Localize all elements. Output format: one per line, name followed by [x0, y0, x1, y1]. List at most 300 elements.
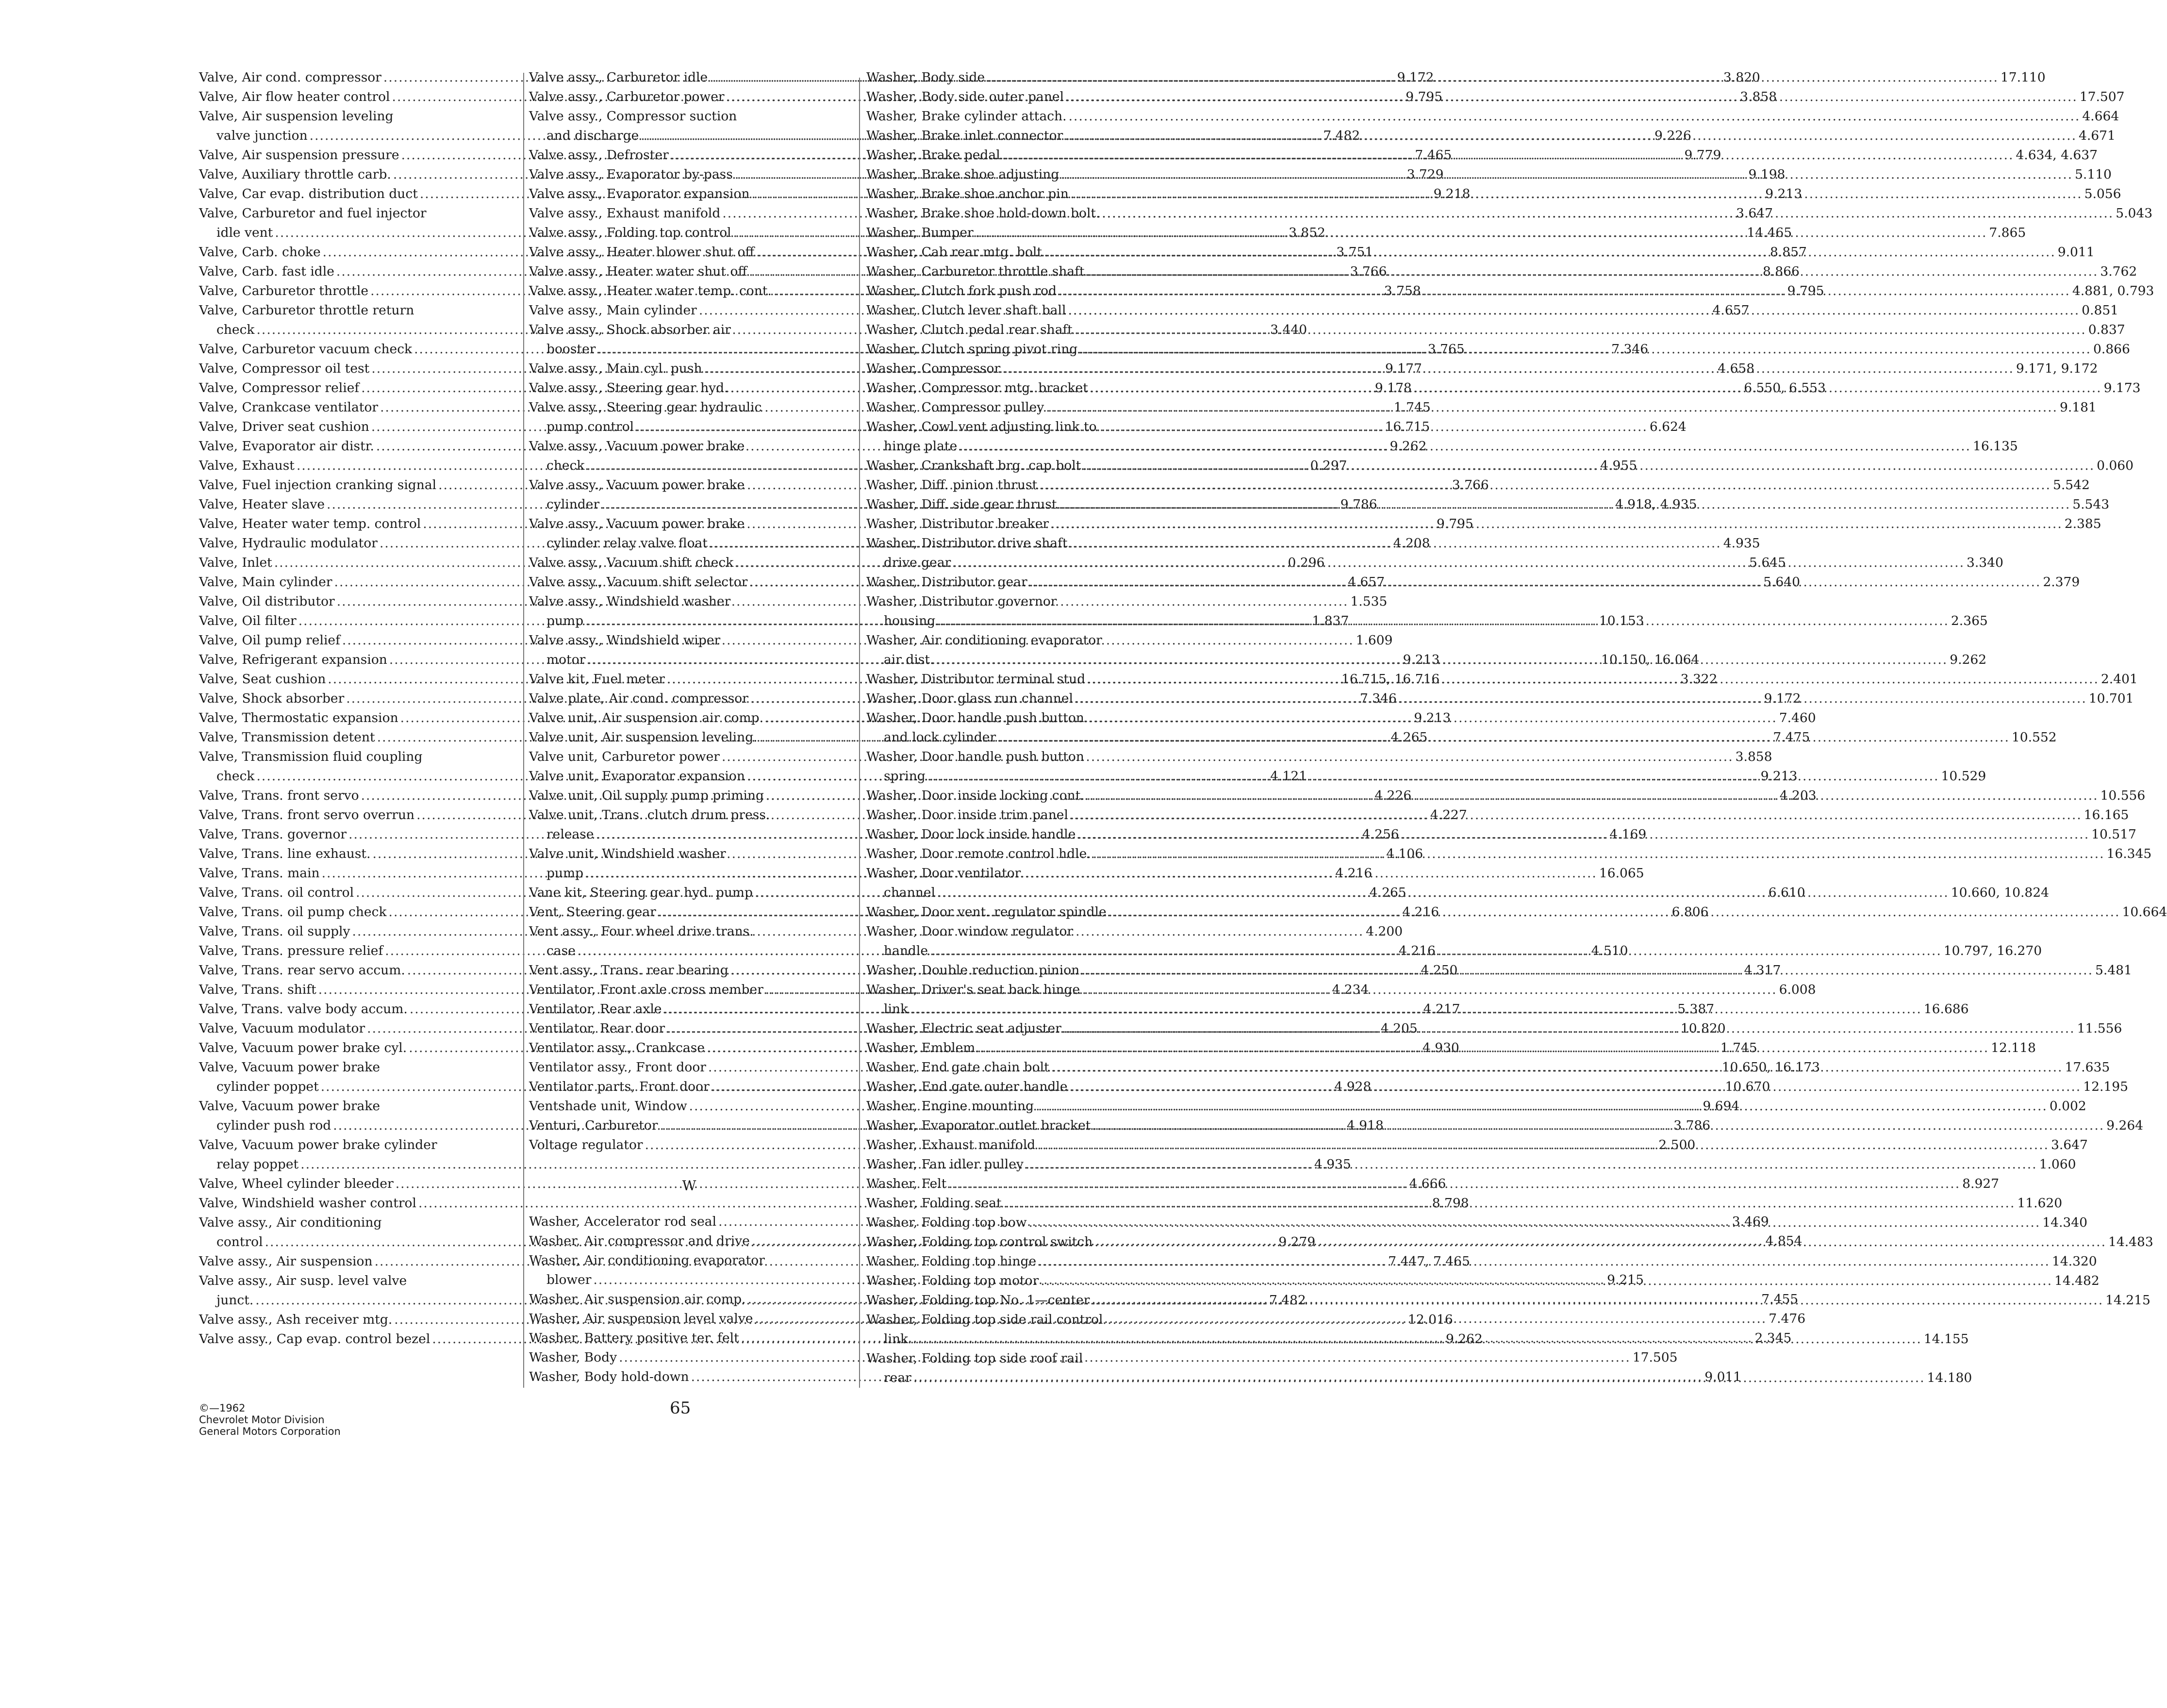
entry-page-ref: 7.475 — [1773, 730, 1810, 745]
entry-title-continued: housing — [884, 613, 936, 628]
entry-title: Valve, Carb. choke — [199, 245, 321, 260]
entry-title: Washer, Door handle push button — [866, 749, 1084, 764]
dot-leader — [1059, 495, 2071, 514]
entry-title: Valve, Vacuum modulator — [199, 1021, 365, 1036]
dot-leader — [1075, 689, 2087, 708]
entry-page-ref: 5.645 — [1749, 555, 1786, 570]
entry-page-ref: 14.215 — [2105, 1293, 2150, 1308]
dot-leader — [1081, 961, 2093, 980]
entry-title-continued: link — [884, 1331, 909, 1347]
entry-page-ref: 10.529 — [1941, 769, 1986, 784]
entry-title: Washer, End gate outer handle — [866, 1079, 1068, 1094]
entry-page-ref: 10.517 — [2091, 827, 2136, 842]
entry-page-ref: 4.657 — [1712, 303, 1750, 318]
entry-title-continued: drive gear — [884, 555, 951, 570]
entry-title: Valve unit, Windshield washer — [529, 846, 726, 861]
entry-title: Washer, Accelerator rod seal — [529, 1214, 717, 1229]
entry-title-continued: cylinder poppet — [216, 1079, 319, 1094]
entry-title: Valve, Compressor relief — [199, 380, 360, 395]
entry-title: Washer, Crankshaft brg. cap bolt — [866, 458, 1081, 473]
entry-title-continued: cylinder — [546, 497, 600, 512]
entry-page-ref: 7.346 — [1360, 691, 1397, 706]
entry-page-ref: 9.262 — [1950, 652, 1987, 667]
entry-title: Valve, Trans. oil pump check — [199, 904, 387, 920]
entry-title-continued: check — [216, 322, 255, 337]
entry-page-ref: 9.213 — [1414, 710, 1451, 725]
dot-leader — [959, 437, 1971, 456]
entry-page-ref: 10.797, 16.270 — [1943, 943, 2042, 958]
dot-leader — [1002, 359, 2014, 378]
entry-title: Valve, Trans. line exhaust. — [199, 846, 371, 861]
entry-title: Valve, Auxiliary throttle carb. — [199, 167, 391, 182]
entry-title: Valve assy., Vacuum power brake — [529, 439, 745, 454]
entry-page-ref: 9.213 — [1765, 186, 1803, 201]
entry-page-ref: 10.150, 16.064 — [1601, 652, 1700, 667]
entry-page-ref: 4.881, 0.793 — [2072, 283, 2154, 298]
entry-page-ref: 9.172 — [1397, 70, 1434, 85]
dot-leader — [1063, 1019, 2075, 1038]
entry-title: Valve, Air suspension leveling — [199, 109, 394, 124]
entry-title: Washer, Air conditioning evaporator — [866, 633, 1102, 648]
dot-leader — [936, 650, 1948, 670]
entry-title: Valve unit, Air suspension leveling. — [529, 730, 758, 745]
entry-page-ref: 9.173 — [2103, 380, 2141, 395]
entry-page-ref: 16.165 — [2084, 807, 2129, 822]
entry-title: Washer, Body side outer panel — [866, 89, 1064, 104]
entry-title: Washer, Distributor drive shaft — [866, 536, 1068, 551]
entry-page-ref: 4.217 — [1423, 1002, 1460, 1017]
entry-title: Washer, Carburetor throttle shaft — [866, 264, 1085, 279]
entry-title: Valve, Seat cushion — [199, 672, 326, 687]
page-number: 65 — [670, 1398, 691, 1418]
entry-title: Valve assy., Vacuum shift check — [529, 555, 734, 570]
entry-page-ref: 4.928 — [1334, 1079, 1372, 1094]
entry-title: Valve, Trans. pressure relief — [199, 943, 383, 958]
entry-title-continued: cylinder push rod — [216, 1118, 331, 1133]
dot-leader — [1038, 1252, 2050, 1271]
entry-title: Valve, Transmission detent — [199, 730, 375, 745]
entry-page-ref: 7.476 — [1769, 1311, 1806, 1326]
entry-page-ref: 5.542 — [2052, 477, 2090, 493]
entry-page-ref: 3.751 — [1336, 245, 1373, 260]
dot-leader — [1002, 146, 2014, 165]
entry-title: Washer, Clutch fork push rod — [866, 283, 1057, 298]
entry-title: Valve unit, Carburetor power — [529, 749, 720, 764]
entry-title: Washer, Diff. pinion thrust — [866, 477, 1038, 493]
dot-leader — [1071, 184, 2083, 204]
entry-title: Valve assy., Windshield washer — [529, 594, 731, 609]
dot-leader — [1087, 670, 2099, 689]
entry-title-continued: check — [546, 458, 585, 473]
entry-title: Washer, Compressor pulley — [866, 400, 1044, 415]
entry-title: Washer, Brake shoe hold-down bolt. — [866, 206, 1100, 221]
entry-page-ref: 4.256 — [1362, 827, 1399, 842]
entry-page-ref: 6.806 — [1671, 904, 1709, 920]
entry-title: Valve, Carburetor and fuel injector — [199, 206, 427, 221]
entry-title: Washer, Folding top side rail control — [866, 1312, 1103, 1327]
entry-page-ref: 7.460 — [1779, 710, 1816, 725]
entry-title: Valve, Vacuum power brake — [199, 1060, 380, 1075]
entry-page-ref: 1.609 — [1356, 633, 1393, 648]
entry-page-ref: 7.482 — [1269, 1293, 1306, 1308]
entry-title: Valve, Fuel injection cranking signal — [199, 477, 437, 493]
entry-page-ref: 4.205 — [1380, 1021, 1418, 1036]
entry-page-ref: 9.198 — [1748, 167, 1786, 182]
entry-page-ref: 1.745 — [1720, 1040, 1757, 1055]
entry-page-ref: 4.657 — [1348, 575, 1385, 590]
entry-title: Washer, Brake shoe adjusting — [866, 167, 1059, 182]
entry-title-continued: and discharge — [546, 128, 639, 143]
entry-title: Valve assy., Vacuum power brake — [529, 477, 745, 493]
dot-leader — [1094, 1232, 2106, 1252]
entry-page-ref: 5.640 — [1763, 575, 1800, 590]
entry-title: Washer, Door lock inside handle — [866, 827, 1076, 842]
entry-page-ref: 9.795 — [1787, 283, 1824, 298]
entry-page-ref: 3.729 — [1406, 167, 1444, 182]
entry-title: Washer, Clutch pedal rear shaft — [866, 322, 1073, 337]
entry-page-ref: 17.507 — [2079, 89, 2125, 104]
entry-title: Valve, Exhaust — [199, 458, 295, 473]
entry-title: Ventilator assy., Front door — [529, 1060, 706, 1075]
entry-page-ref: 3.858 — [1740, 89, 1777, 104]
entry-title-continued: idle vent — [216, 225, 273, 240]
entry-title: Washer, Folding top control switch — [866, 1234, 1093, 1249]
entry-title-continued: pump control — [546, 419, 634, 434]
entry-title: Vent, Steering gear — [529, 904, 656, 920]
entry-title: Valve kit, Fuel meter — [529, 672, 665, 687]
dot-leader — [1083, 456, 2095, 476]
entry-page-ref: 10.820 — [1680, 1021, 1726, 1036]
dot-leader — [1066, 87, 2078, 107]
entry-title: Valve assy., Folding top control — [529, 225, 731, 240]
entry-title: Valve unit, Oil supply pump priming — [529, 788, 764, 803]
entry-title: Washer, Double reduction pinion — [866, 963, 1080, 978]
entry-page-ref: 10.556 — [2100, 788, 2146, 803]
entry-title: Washer, Compressor — [866, 361, 1001, 376]
entry-page-ref: 2.345 — [1754, 1330, 1792, 1346]
entry-title: Washer, Compressor mtg. bracket — [866, 380, 1088, 395]
entry-title: Valve, Car evap. distribution duct — [199, 186, 418, 201]
entry-page-ref: 7.482 — [1323, 128, 1360, 143]
entry-title: Washer, End gate chain bolt — [866, 1060, 1049, 1075]
entry-page-ref: 3.340 — [1967, 555, 2003, 570]
dot-leader — [937, 883, 1949, 903]
entry-title: Valve assy., Main cylinder — [529, 303, 697, 318]
entry-page-ref: 2.365 — [1951, 613, 1988, 628]
dot-leader — [1069, 107, 2081, 126]
entry-title: Valve, Hydraulic modulator — [199, 536, 378, 551]
entry-page-ref: 7.865 — [1989, 225, 2026, 240]
entry-page-ref: 16.065 — [1599, 866, 1644, 881]
entry-page-ref: 3.852 — [1289, 225, 1325, 240]
entry-title: Valve, Compressor oil test — [199, 361, 370, 376]
column-divider — [523, 73, 524, 1388]
dot-leader — [948, 1174, 1960, 1194]
entry-page-ref: 4.265 — [1390, 730, 1428, 745]
entry-title: Washer, Folding top hinge — [866, 1254, 1037, 1269]
entry-title: Washer, Cowl vent adjusting link to — [866, 419, 1097, 434]
entry-page-ref: 9.011 — [2057, 245, 2095, 260]
entry-title: Valve, Heater water temp. control — [199, 516, 421, 531]
entry-page-ref: 4.265 — [1369, 885, 1406, 900]
entry-title: Valve, Shock absorber — [199, 691, 345, 706]
entry-title: Washer, Distributor gear — [866, 575, 1027, 590]
entry-page-ref: 0.851 — [2082, 303, 2119, 318]
entry-title: Valve, Driver seat cushion — [199, 419, 369, 434]
entry-title: Washer, Door remote control hdle. — [866, 846, 1091, 861]
entry-page-ref: 5.056 — [2084, 186, 2121, 201]
entry-title: Valve assy., Air suspension — [199, 1254, 373, 1269]
dot-leader — [910, 1000, 1922, 1019]
dot-leader — [1004, 1194, 2016, 1213]
dot-leader — [977, 1038, 1989, 1058]
entry-page-ref: 3.647 — [2051, 1137, 2088, 1152]
dot-leader — [1093, 844, 2105, 864]
entry-title: Valve assy., Carburetor power — [529, 89, 725, 104]
entry-title: Valve, Inlet — [199, 555, 272, 570]
entry-page-ref: 14.180 — [1927, 1370, 1972, 1385]
entry-title: Valve assy., Exhaust manifold — [529, 206, 721, 221]
entry-title-continued: relay poppet — [216, 1157, 299, 1172]
entry-title: Valve, Carburetor vacuum check — [199, 342, 413, 357]
dot-leader — [953, 553, 1965, 573]
entry-page-ref: 11.620 — [2017, 1196, 2063, 1211]
entry-title: Washer, Evaporator outlet bracket — [866, 1118, 1091, 1133]
entry-page-ref: 4.935 — [1723, 536, 1760, 551]
entry-title: Venturi, Carburetor — [529, 1118, 658, 1133]
entry-page-ref: 9.181 — [2059, 400, 2097, 415]
entry-page-ref: 9.795 — [1437, 516, 1473, 531]
entry-page-ref: 4.169 — [1609, 827, 1647, 842]
entry-title: Valve, Heater slave — [199, 497, 325, 512]
entry-page-ref: 7.447, 7.465 — [1388, 1254, 1470, 1269]
dot-leader — [1037, 1135, 2049, 1155]
entry-page-ref: 6.624 — [1649, 419, 1687, 434]
entry-title: Ventshade unit, Window — [529, 1099, 687, 1114]
entry-page-ref: 4.250 — [1421, 963, 1458, 978]
entry-title: Valve, Trans. governor — [199, 827, 347, 842]
dot-leader — [1087, 262, 2099, 281]
entry-title: Valve unit, Trans. clutch drum press. — [529, 807, 770, 822]
dot-leader — [1087, 786, 2099, 805]
entry-page-ref: 10.650, 16.173 — [1721, 1060, 1820, 1075]
entry-title: Washer, Folding top bow — [866, 1215, 1027, 1230]
entry-title-continued: rear — [884, 1370, 911, 1385]
index-entry — [866, 107, 2119, 126]
entry-title: Valve, Trans. rear servo accum. — [199, 963, 405, 978]
entry-title: Valve assy., Heater blower shut off — [529, 245, 755, 260]
entry-title-continued: link — [884, 1002, 909, 1017]
entry-page-ref: 9.279 — [1278, 1234, 1316, 1249]
entry-page-ref: 1.060 — [2039, 1157, 2076, 1172]
entry-page-ref: 3.762 — [2100, 264, 2137, 279]
entry-page-ref: 7.455 — [1761, 1292, 1799, 1307]
entry-title-continued: valve junction — [216, 128, 308, 143]
dot-leader — [1065, 126, 2077, 146]
entry-title: Washer, Clutch spring pivot ring — [866, 342, 1078, 357]
entry-page-ref: 11.556 — [2077, 1021, 2122, 1036]
entry-page-ref: 0.296 — [1288, 555, 1325, 570]
entry-page-ref: 10.664 — [2122, 904, 2167, 920]
entry-title: Ventilator, Rear door — [529, 1021, 665, 1036]
entry-page-ref: 5.043 — [2116, 206, 2153, 221]
dot-leader — [1079, 340, 2091, 359]
entry-page-ref: 9.171, 9.172 — [2016, 361, 2098, 376]
entry-page-ref: 8.857 — [1770, 245, 1807, 260]
entry-title: Washer, Cab rear mtg. bolt — [866, 245, 1042, 260]
entry-title: Washer, Brake shoe anchor pin — [866, 186, 1069, 201]
dot-leader — [1051, 1058, 2063, 1077]
dot-leader — [910, 1330, 1922, 1349]
entry-title: Washer, Door glass run channel — [866, 691, 1074, 706]
entry-page-ref: 3.322 — [1680, 672, 1718, 687]
entry-page-ref: 10.701 — [2088, 691, 2134, 706]
dot-leader — [1077, 825, 2089, 844]
entry-page-ref: 16.715, 16.716 — [1341, 672, 1440, 687]
entry-title: Valve, Oil pump relief — [199, 633, 340, 648]
entry-page-ref: 6.550, 6.553 — [1744, 380, 1826, 395]
entry-title-continued: junct. — [216, 1293, 254, 1308]
entry-page-ref: 4.510 — [1591, 943, 1628, 958]
entry-page-ref: 17.635 — [2065, 1060, 2110, 1075]
entry-page-ref: 16.345 — [2106, 846, 2152, 861]
entry-page-ref: 9.264 — [2106, 1118, 2144, 1133]
entry-title: Valve, Wheel cylinder bleeder — [199, 1176, 394, 1191]
entry-page-ref: 4.208 — [1393, 536, 1430, 551]
entry-page-ref: 4.955 — [1600, 458, 1638, 473]
entry-page-ref: 12.195 — [2083, 1079, 2128, 1094]
entry-page-ref: 8.866 — [1763, 264, 1800, 279]
entry-title: Voltage regulator — [529, 1137, 643, 1152]
dot-leader — [1026, 1155, 2037, 1174]
entry-page-ref: 3.469 — [1732, 1214, 1769, 1229]
entry-title-continued: pump — [546, 866, 584, 881]
entry-page-ref: 9.694 — [1703, 1099, 1740, 1114]
entry-page-ref: 9.779 — [1684, 148, 1721, 163]
entry-page-ref: 10.552 — [2011, 730, 2057, 745]
entry-page-ref: 10.670 — [1725, 1079, 1770, 1094]
entry-title: Valve, Oil distributor — [199, 594, 335, 609]
entry-page-ref: 2.385 — [2064, 516, 2101, 531]
entry-page-ref: 3.766 — [1452, 477, 1489, 493]
entry-page-ref: 5.387 — [1677, 1002, 1715, 1017]
entry-page-ref: 4.666 — [1409, 1176, 1446, 1191]
entry-title: Valve assy., Shock absorber air — [529, 322, 731, 337]
entry-page-ref: 2.500 — [1658, 1137, 1696, 1152]
entry-page-ref: 3.647 — [1736, 206, 1773, 221]
entry-title: Valve assy., Heater water temp. cont. — [529, 283, 772, 298]
entry-title: Valve assy., Ash receiver mtg. — [199, 1312, 393, 1327]
entry-page-ref: 14.155 — [1923, 1331, 1969, 1347]
entry-page-ref: 9.226 — [1654, 128, 1691, 143]
entry-page-ref: 4.216 — [1402, 904, 1439, 920]
dot-leader — [1068, 301, 2080, 320]
entry-page-ref: 4.658 — [1718, 361, 1755, 376]
dot-leader — [998, 728, 2010, 747]
entry-title: Washer, Folding top side roof rail — [866, 1351, 1083, 1366]
entry-page-ref: 5.110 — [2075, 167, 2112, 182]
entry-title: Valve, Trans. front servo — [199, 788, 359, 803]
entry-page-ref: 0.837 — [2088, 322, 2125, 337]
entry-title: Valve assy., Vacuum shift selector — [529, 575, 748, 590]
entry-page-ref: 4.317 — [1744, 963, 1781, 978]
entry-page-ref: 17.505 — [1632, 1350, 1678, 1365]
entry-page-ref: 4.671 — [2079, 128, 2116, 143]
entry-title: Washer, Air compressor and drive — [529, 1233, 750, 1248]
entry-page-ref: 1.745 — [1393, 400, 1431, 415]
entry-title: Valve, Trans. shift — [199, 982, 316, 997]
entry-title: Valve, Trans. front servo overrun — [199, 807, 415, 822]
entry-title-continued: booster — [546, 342, 596, 357]
entry-page-ref: 16.715 — [1385, 419, 1430, 434]
entry-page-ref: 7.346 — [1611, 342, 1649, 357]
copyright-notice — [199, 1402, 341, 1437]
entry-title: Washer, Electric seat adjuster — [866, 1021, 1061, 1036]
entry-title: Washer, Clutch lever shaft ball — [866, 303, 1066, 318]
entry-page-ref: 8.927 — [1962, 1176, 2000, 1191]
column-divider — [859, 78, 860, 1388]
entry-title: Valve plate, Air cond. compressor — [529, 691, 748, 706]
dot-leader — [913, 1368, 1925, 1388]
entry-page-ref: 14.483 — [2108, 1234, 2153, 1249]
entry-title: Valve, Windshield washer control — [199, 1196, 416, 1211]
entry-page-ref: 14.482 — [2054, 1273, 2100, 1288]
entry-title-continued: pump — [546, 613, 584, 628]
entry-title: Valve assy., Steering gear hydraulic — [529, 400, 762, 415]
entry-page-ref: 16.135 — [1972, 439, 2018, 454]
entry-title: Valve, Vacuum power brake cyl. — [199, 1040, 407, 1055]
dot-leader — [1061, 165, 2073, 184]
entry-page-ref: 3.758 — [1384, 283, 1421, 298]
entry-page-ref: 17.110 — [2000, 70, 2046, 85]
entry-page-ref: 16.686 — [1923, 1002, 1969, 1017]
entry-title: Valve, Trans. valve body accum. — [199, 1002, 408, 1017]
entry-title: Vane kit, Steering gear hyd. pump — [529, 885, 753, 900]
entry-title: Washer, Air suspension air comp. — [529, 1292, 746, 1307]
entry-title: Valve, Carburetor throttle return — [199, 303, 414, 318]
entry-title: Washer, Body hold-down — [529, 1369, 689, 1384]
entry-title: Valve, Main cylinder — [199, 575, 332, 590]
entry-title-continued: handle — [884, 943, 928, 958]
entry-title: Washer, Body side — [866, 70, 985, 85]
entry-page-ref: 9.262 — [1390, 439, 1427, 454]
entry-title: Valve assy., Air susp. level valve — [199, 1273, 407, 1288]
entry-title: Washer, Door window regulator — [866, 924, 1074, 939]
entry-title: Valve assy., Air conditioning — [199, 1215, 382, 1230]
entry-title: Washer, Bumper — [866, 225, 974, 240]
dot-leader — [927, 767, 1939, 786]
entry-title-continued: hinge plate — [884, 439, 958, 454]
entry-title: Valve unit, Air suspension air comp. — [529, 710, 764, 725]
entry-title: Valve, Thermostatic expansion — [199, 710, 398, 725]
entry-title: Valve, Transmission fluid coupling — [199, 749, 423, 764]
dot-leader — [1059, 281, 2070, 301]
entry-title: Valve assy., Vacuum power brake — [529, 516, 745, 531]
entry-title: Valve, Crankcase ventilator — [199, 400, 379, 415]
copyright-corporation: General Motors Corporation — [199, 1426, 341, 1437]
entry-title-continued: blower — [546, 1272, 592, 1287]
entry-title: Valve, Trans. oil control — [199, 885, 354, 900]
entry-page-ref: 12.118 — [1991, 1040, 2036, 1055]
entry-title: Washer, Engine mounting — [866, 1099, 1034, 1114]
entry-title: Washer, Body — [529, 1350, 617, 1365]
entry-page-ref: 4.203 — [1779, 788, 1817, 803]
copyright-division: Chevrolet Motor Division — [199, 1414, 325, 1426]
dot-leader — [1044, 243, 2056, 262]
entry-page-ref: 3.765 — [1427, 342, 1465, 357]
entry-page-ref: 5.543 — [2072, 497, 2110, 512]
entry-title: Washer, Distributor governor — [866, 594, 1057, 609]
